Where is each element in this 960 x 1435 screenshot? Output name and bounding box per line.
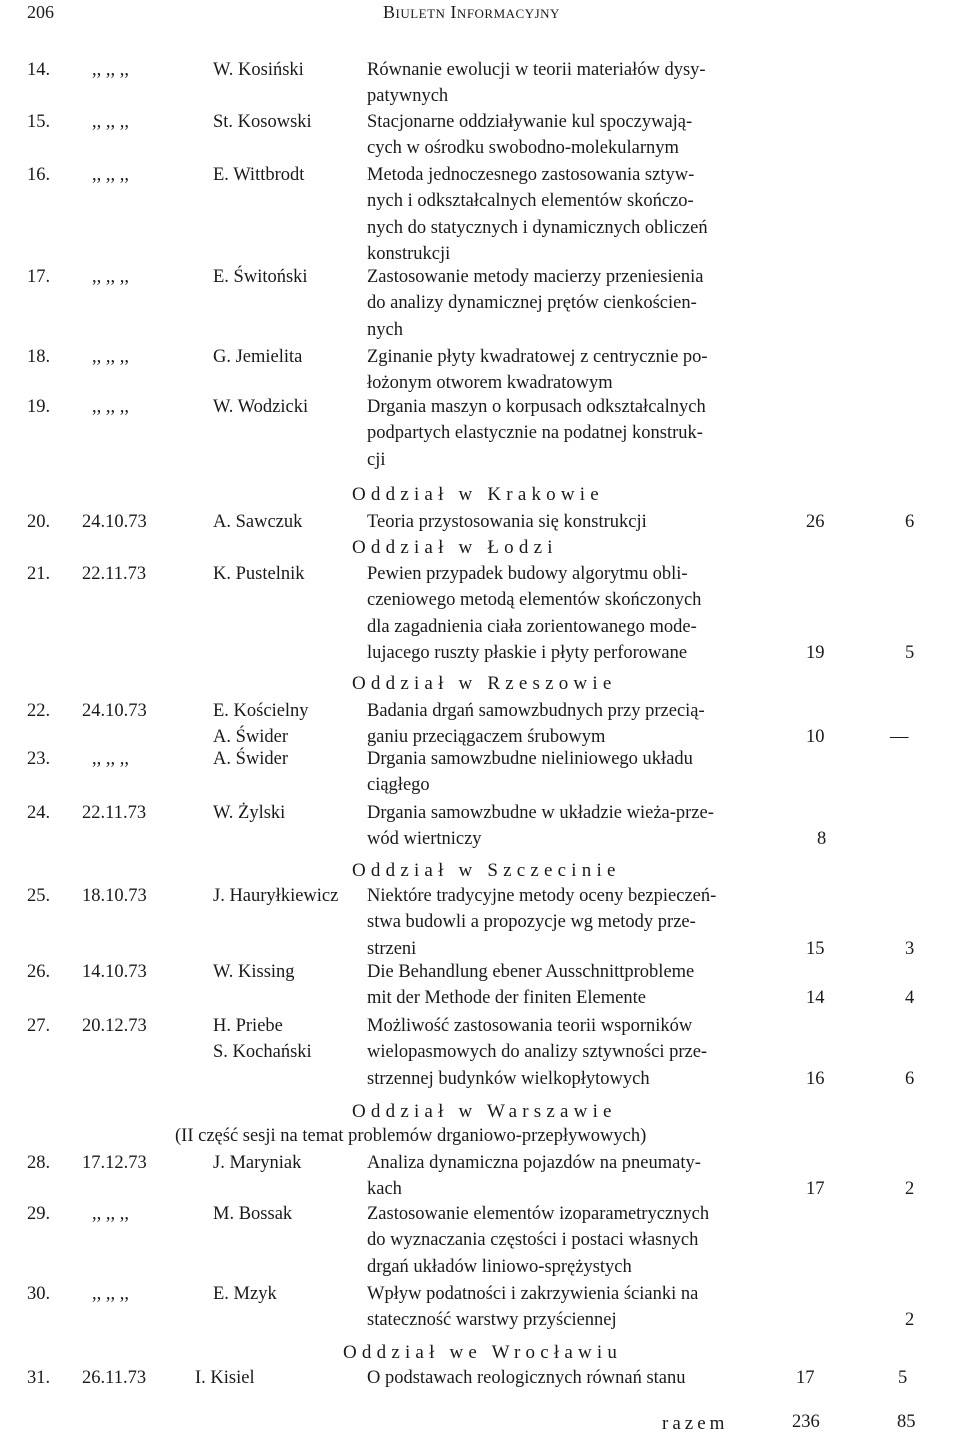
- entry-title-line: ganiu przeciągaczem śrubowym: [367, 727, 606, 748]
- entry-author: St. Kosowski: [213, 112, 312, 132]
- entry-title-line: konstrukcji: [367, 243, 451, 264]
- entry-count-2: 2: [905, 1179, 915, 1200]
- entry-date: ,, ,, ,,: [92, 60, 129, 80]
- entry-title-line: nych: [367, 319, 403, 340]
- entry-count-2: 4: [905, 988, 915, 1009]
- entry-date: 24.10.73: [82, 701, 147, 721]
- entry-number: 22.: [27, 701, 51, 721]
- totals-label: razem: [662, 1413, 729, 1434]
- entry-title-line: czeniowego metodą elementów skończonych: [367, 590, 702, 611]
- entry-date: 17.12.73: [82, 1153, 147, 1173]
- entry-date: 14.10.73: [82, 962, 147, 982]
- entry-title-line: dla zagadnienia ciała zorientowanego mode-: [367, 616, 697, 637]
- entry-title-line: mit der Methode der finiten Elemente: [367, 988, 646, 1009]
- entry-date: ,, ,, ,,: [92, 749, 129, 769]
- entry-title-line: nych do statycznych i dynamicznych obliczeń: [367, 217, 708, 238]
- entry-date: 26.11.73: [82, 1368, 147, 1388]
- section-heading-warszawa: Oddział w Warszawie: [352, 1101, 617, 1122]
- entry-count-1: 10: [806, 727, 825, 748]
- entry-title-line: lujacego ruszty płaskie i płyty perforowane: [367, 642, 688, 663]
- entry-title-line: stwa budowli a propozycje wg metody prze-: [367, 912, 696, 933]
- entry-number: 19.: [27, 397, 51, 417]
- totals-col2: 85: [897, 1412, 916, 1432]
- section-heading-szczecin: Oddział w Szczecinie: [352, 860, 621, 881]
- entry-date: 24.10.73: [82, 512, 147, 532]
- entry-count-2: 2: [905, 1310, 915, 1331]
- entry-date: ,, ,, ,,: [92, 397, 129, 417]
- entry-number: 31.: [27, 1368, 51, 1388]
- entry-number: 29.: [27, 1204, 51, 1224]
- entry-number: 23.: [27, 749, 51, 769]
- entry-title-line: strzeni: [367, 938, 417, 959]
- section-heading-lodz: Oddział w Łodzi: [352, 537, 558, 558]
- entry-number: 26.: [27, 962, 51, 982]
- entry-title-line: Wpływ podatności i zakrzywienia ścianki na: [367, 1284, 699, 1304]
- entry-title-line: ciągłego: [367, 775, 430, 796]
- entry-count-1: 26: [806, 512, 825, 532]
- entry-number: 27.: [27, 1016, 51, 1036]
- running-title: Biuletn Informacyjny: [383, 2, 560, 22]
- entry-number: 24.: [27, 803, 51, 823]
- entry-title-line: Zginanie płyty kwadratowej z centrycznie po-: [367, 347, 708, 367]
- entry-title-line: Teoria przystosowania się konstrukcji: [367, 512, 647, 532]
- entry-author: J. Hauryłkiewicz: [213, 886, 339, 906]
- entry-number: 17.: [27, 267, 51, 287]
- entry-title-line: Zastosowanie metody macierzy przeniesienia: [367, 267, 704, 287]
- entry-number: 30.: [27, 1284, 51, 1304]
- entry-author: E. Świtoński: [213, 267, 308, 287]
- entry-title-line: do wyznaczania częstości i postaci własnych: [367, 1230, 699, 1251]
- entry-author: E. Mzyk: [213, 1284, 277, 1304]
- section-heading-wroclaw: Oddział we Wrocławiu: [343, 1342, 623, 1363]
- entry-count-1: 16: [806, 1068, 825, 1089]
- entry-date: ,, ,, ,,: [92, 267, 129, 287]
- entry-title-line: Zastosowanie elementów izoparametrycznych: [367, 1204, 710, 1224]
- totals-col1: 236: [792, 1412, 820, 1432]
- entry-date: 20.12.73: [82, 1016, 147, 1036]
- entry-author: A. Świder: [213, 727, 289, 748]
- entry-number: 18.: [27, 347, 51, 367]
- entry-title-line: Możliwość zastosowania teorii wsporników: [367, 1016, 693, 1036]
- entry-date: ,, ,, ,,: [92, 1204, 129, 1224]
- entry-author: H. Priebe: [213, 1016, 283, 1036]
- entry-date: 18.10.73: [82, 886, 147, 906]
- entry-date: 22.11.73: [82, 803, 147, 823]
- entry-date: ,, ,, ,,: [92, 165, 129, 185]
- entry-title-line: Niektóre tradycyjne metody oceny bezpieczeń-: [367, 886, 717, 906]
- entry-title-line: Stacjonarne oddziaływanie kul spoczywają-: [367, 112, 693, 132]
- entry-count-1: 15: [806, 938, 825, 959]
- entry-number: 15.: [27, 112, 51, 132]
- entry-title-line: Metoda jednoczesnego zastosowania sztyw-: [367, 165, 695, 185]
- entry-author: W. Wodzicki: [213, 397, 309, 417]
- entry-title-line: Równanie ewolucji w teorii materiałów dysy-: [367, 60, 706, 80]
- entry-title-line: podpartych elastycznie na podatnej konstruk-: [367, 423, 703, 444]
- entry-count-2: 5: [898, 1368, 908, 1388]
- entry-author: M. Bossak: [213, 1204, 293, 1224]
- entry-title-line: stateczność warstwy przyściennej: [367, 1310, 617, 1331]
- entry-author: W. Kosiński: [213, 60, 304, 80]
- entry-number: 28.: [27, 1153, 51, 1173]
- entry-author: A. Świder: [213, 749, 289, 769]
- entry-count-1: 14: [806, 988, 825, 1009]
- page-number: 206: [27, 2, 54, 22]
- entry-title-line: Badania drgań samowzbudnych przy przecią-: [367, 701, 705, 721]
- entry-title-line: drgań układów liniowo-sprężystych: [367, 1256, 632, 1277]
- entry-title-line: Drgania samowzbudne nieliniowego układu: [367, 749, 693, 769]
- entry-author: I. Kisiel: [195, 1368, 255, 1388]
- entry-author: W. Kissing: [213, 962, 295, 982]
- section-heading-rzeszow: Oddział w Rzeszowie: [352, 673, 617, 694]
- entry-title-line: do analizy dynamicznej prętów cienkościen-: [367, 293, 697, 314]
- entry-count-2: 6: [905, 512, 915, 532]
- entry-title-line: Drgania samowzbudne w układzie wieża-prze-: [367, 803, 714, 823]
- section-note-warszawa: (II część sesji na temat problemów drganiowo-przepływowych): [175, 1126, 647, 1146]
- entry-title-line: wód wiertniczy: [367, 829, 482, 850]
- entry-author: K. Pustelnik: [213, 564, 305, 584]
- entry-number: 25.: [27, 886, 51, 906]
- entry-author: A. Sawczuk: [213, 512, 303, 532]
- entry-number: 14.: [27, 60, 51, 80]
- entry-title-line: Analiza dynamiczna pojazdów na pneumaty-: [367, 1153, 701, 1173]
- entry-count-2: —: [890, 727, 909, 748]
- entry-date: ,, ,, ,,: [92, 1284, 129, 1304]
- entry-title-line: patywnych: [367, 86, 449, 107]
- entry-title-line: cych w ośrodku swobodno-molekularnym: [367, 138, 679, 159]
- entry-count-1: 19: [806, 642, 825, 663]
- entry-date: ,, ,, ,,: [92, 347, 129, 367]
- entry-title-line: Die Behandlung ebener Ausschnittprobleme: [367, 962, 695, 982]
- entry-number: 21.: [27, 564, 51, 584]
- entry-title-line: nych i odkształcalnych elementów skończo-: [367, 191, 694, 212]
- entry-date: ,, ,, ,,: [92, 112, 129, 132]
- entry-count-1: 17: [806, 1179, 825, 1200]
- entry-author: E. Kościelny: [213, 701, 309, 721]
- entry-date: 22.11.73: [82, 564, 147, 584]
- entry-author: J. Maryniak: [213, 1153, 302, 1173]
- entry-title-line: strzennej budynków wielkopłytowych: [367, 1068, 650, 1089]
- entry-title-line: wielopasmowych do analizy sztywności prze-: [367, 1042, 708, 1063]
- entry-title-line: łożonym otworem kwadratowym: [367, 373, 613, 394]
- entry-count-2: 6: [905, 1068, 915, 1089]
- entry-count-2: 5: [905, 642, 915, 663]
- entry-author: S. Kochański: [213, 1042, 312, 1063]
- entry-title-line: Drgania maszyn o korpusach odkształcalnych: [367, 397, 706, 417]
- entry-number: 20.: [27, 512, 51, 532]
- entry-count-2: 3: [905, 938, 915, 959]
- entry-author: E. Wittbrodt: [213, 165, 305, 185]
- section-heading-krakow: Oddział w Krakowie: [352, 484, 604, 505]
- entry-number: 16.: [27, 165, 51, 185]
- entry-count-1: 17: [796, 1368, 815, 1388]
- entry-title-line: cji: [367, 449, 386, 470]
- entry-count-1: 8: [817, 829, 827, 850]
- entry-author: W. Żylski: [213, 803, 286, 823]
- entry-author: G. Jemielita: [213, 347, 303, 367]
- entry-title-line: kach: [367, 1179, 402, 1200]
- entry-title-line: O podstawach reologicznych równań stanu: [367, 1368, 686, 1388]
- entry-title-line: Pewien przypadek budowy algorytmu obli-: [367, 564, 688, 584]
